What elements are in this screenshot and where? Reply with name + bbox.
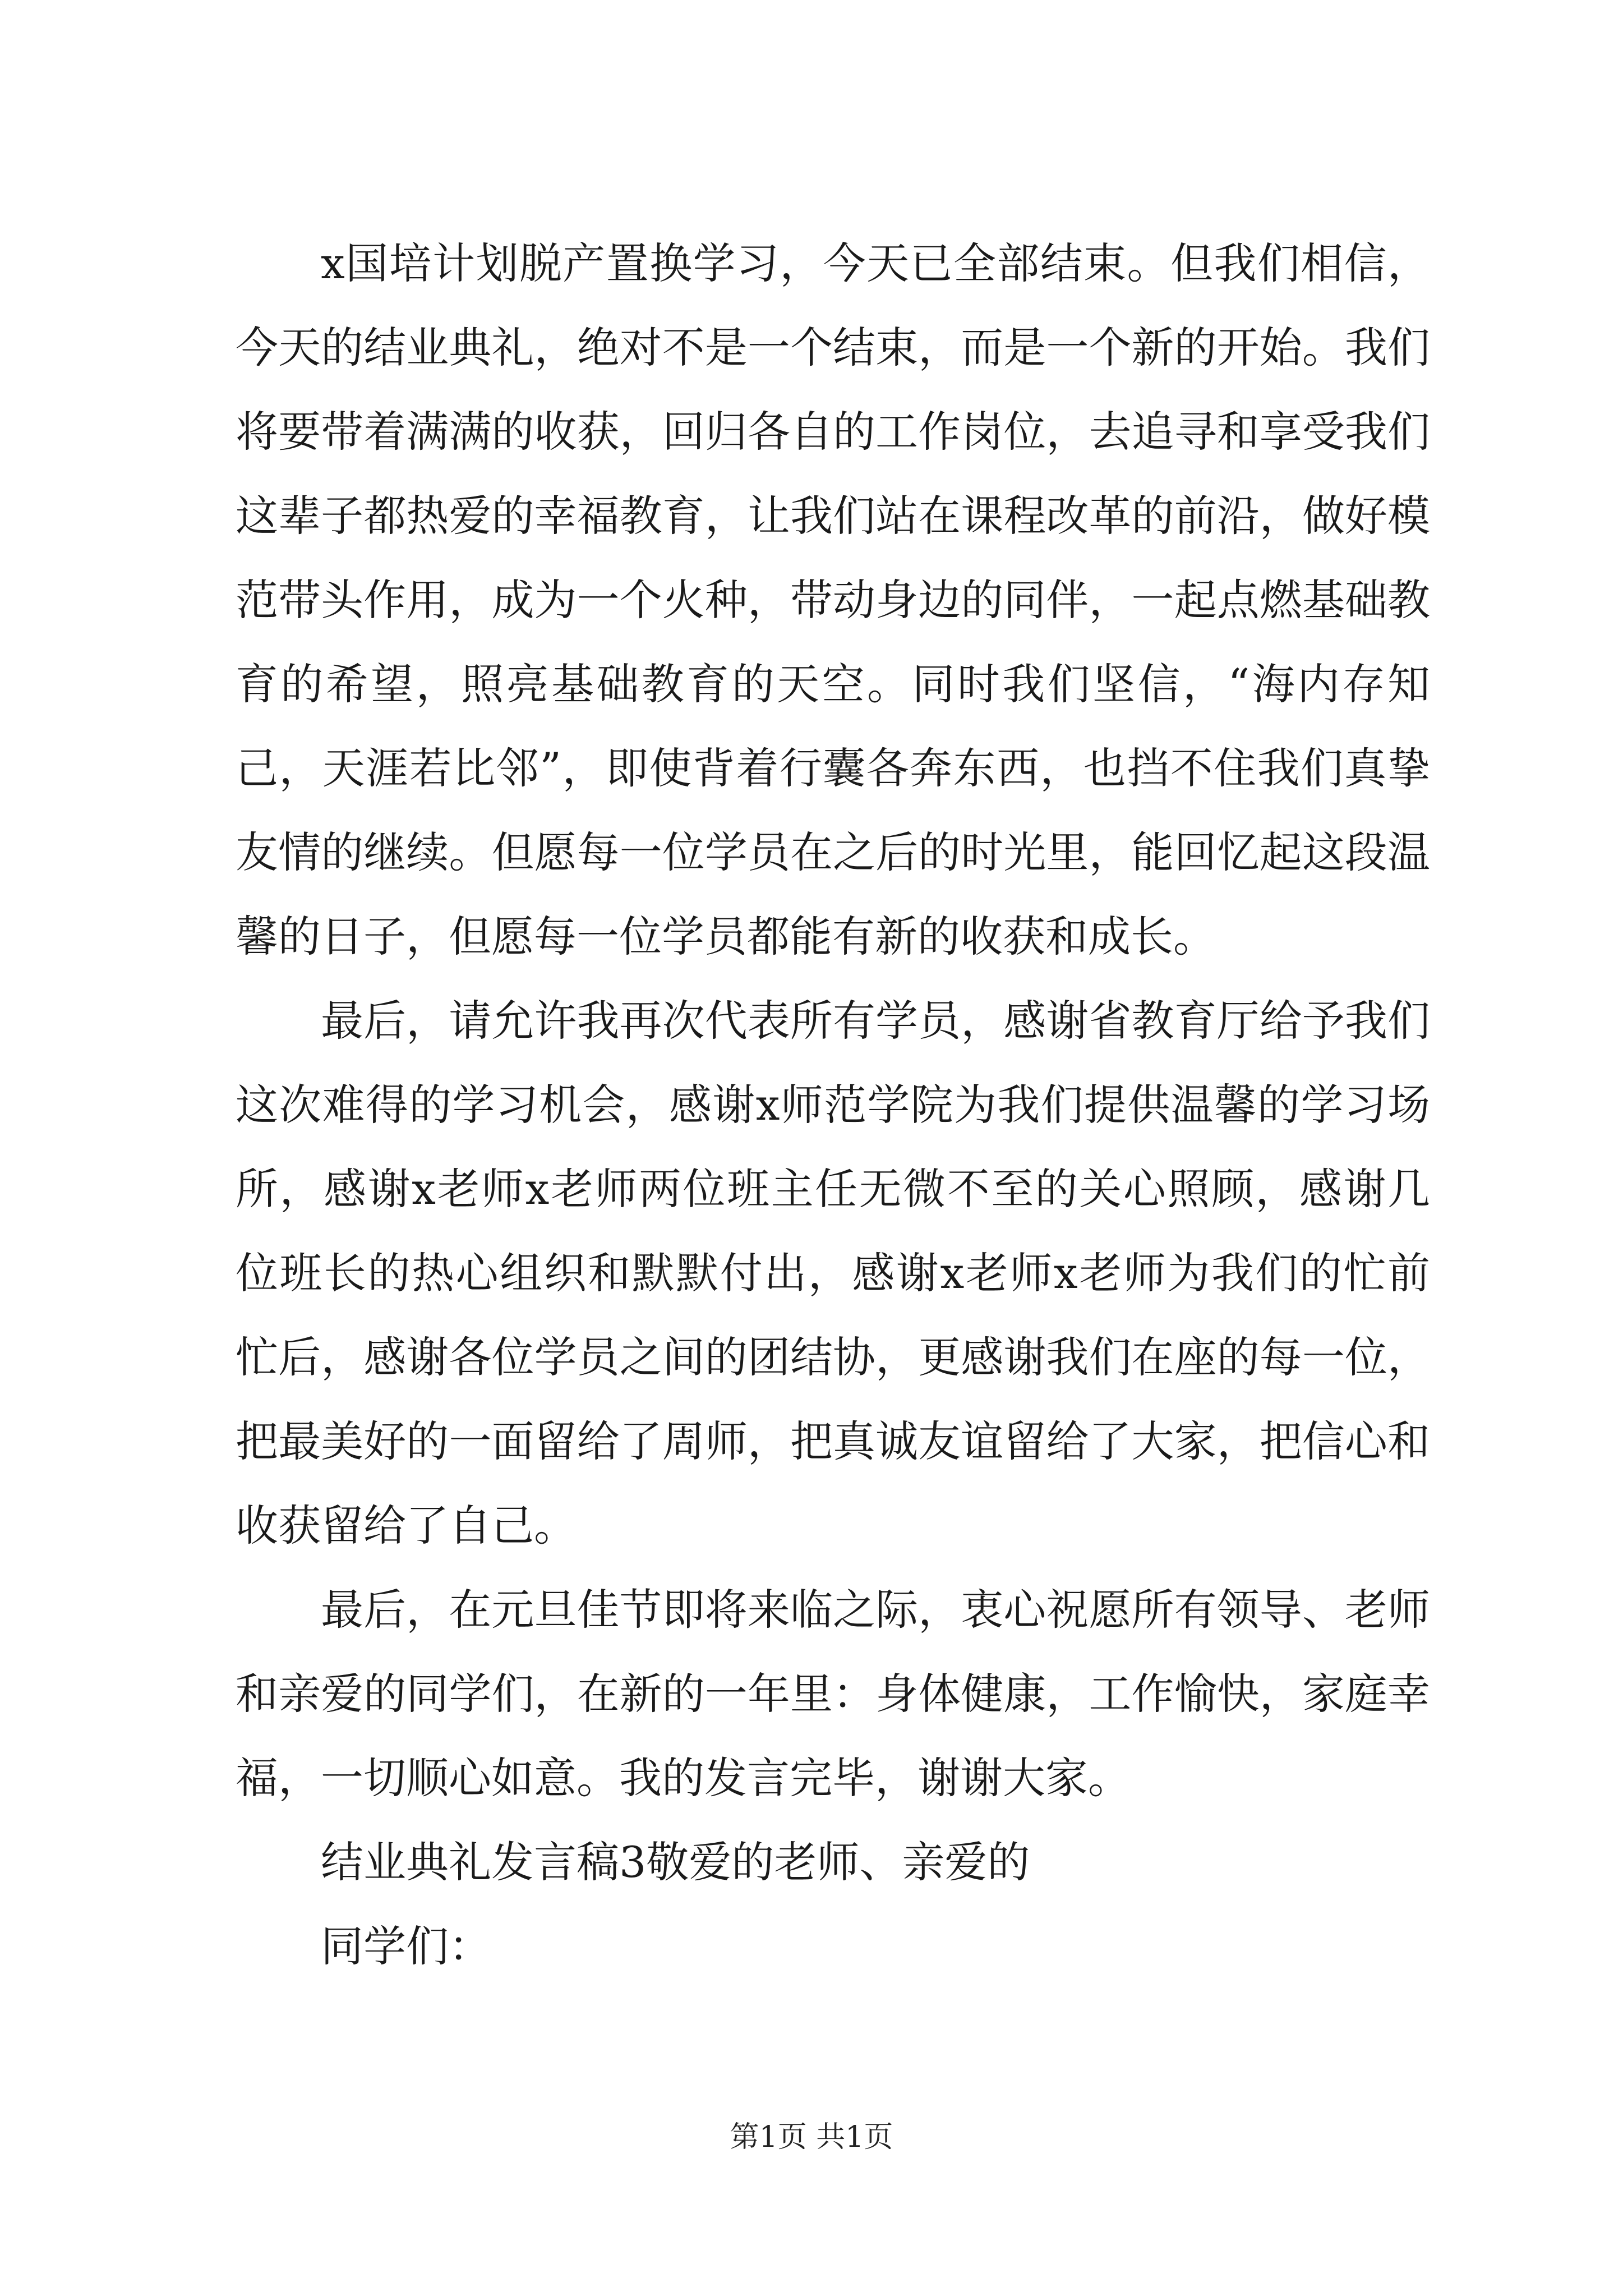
paragraph-salutation: 同学们： [321,1921,491,1971]
paragraph-closing-reflection: x国培计划脱产置换学习，今天已全部结束。但我们相信，今天的结业典礼，绝对不是一个结束，而是一个新的开始。我们将要带着满满的收获，回归各自的工作岗位，去追寻和享受我们这辈子都热爱的幸福教育，让我们站在课程改革的前沿，做好模范带头作用，成为一个火种，带动身边的同伴，一起点燃基础教育的希望，照亮基础教育的天空。同时我们坚信，“海内存知己，天涯若比邻”，即使背着行囊各奔东西，也挡不住我们真挚友情的继续。但愿每一位学员在之后的时光里，能回忆起这段温馨的日子，但愿每一位学员都能有新的收获和成长。 [236,238,1430,961]
page-number-label: 第1页 共1页 [730,2120,893,2154]
paragraph-new-year-wishes: 最后，在元旦佳节即将来临之际，衷心祝愿所有领导、老师和亲爱的同学们，在新的一年里：身体健康，工作愉快，家庭幸福，一切顺心如意。我的发言完毕，谢谢大家。 [236,1585,1430,1803]
paragraph-thanks: 最后，请允许我再次代表所有学员，感谢省教育厅给予我们这次难得的学习机会，感谢x师范学院为我们提供温馨的学习场所，感谢x老师x老师两位班主任无微不至的关心照顾，感谢几位班长的热心组织和默默付出，感谢x老师x老师为我们的忙前忙后，感谢各位学员之间的团结协，更感谢我们在座的每一位，把最美好的一面留给了周师，把真诚友谊留给了大家，把信心和收获留给了自己。 [236,996,1430,1550]
paragraph-speech-3-heading: 结业典礼发言稿3敬爱的老师、亲爱的 [321,1837,1030,1887]
document-body [236,222,1430,1989]
page-footer [0,2115,1623,2160]
